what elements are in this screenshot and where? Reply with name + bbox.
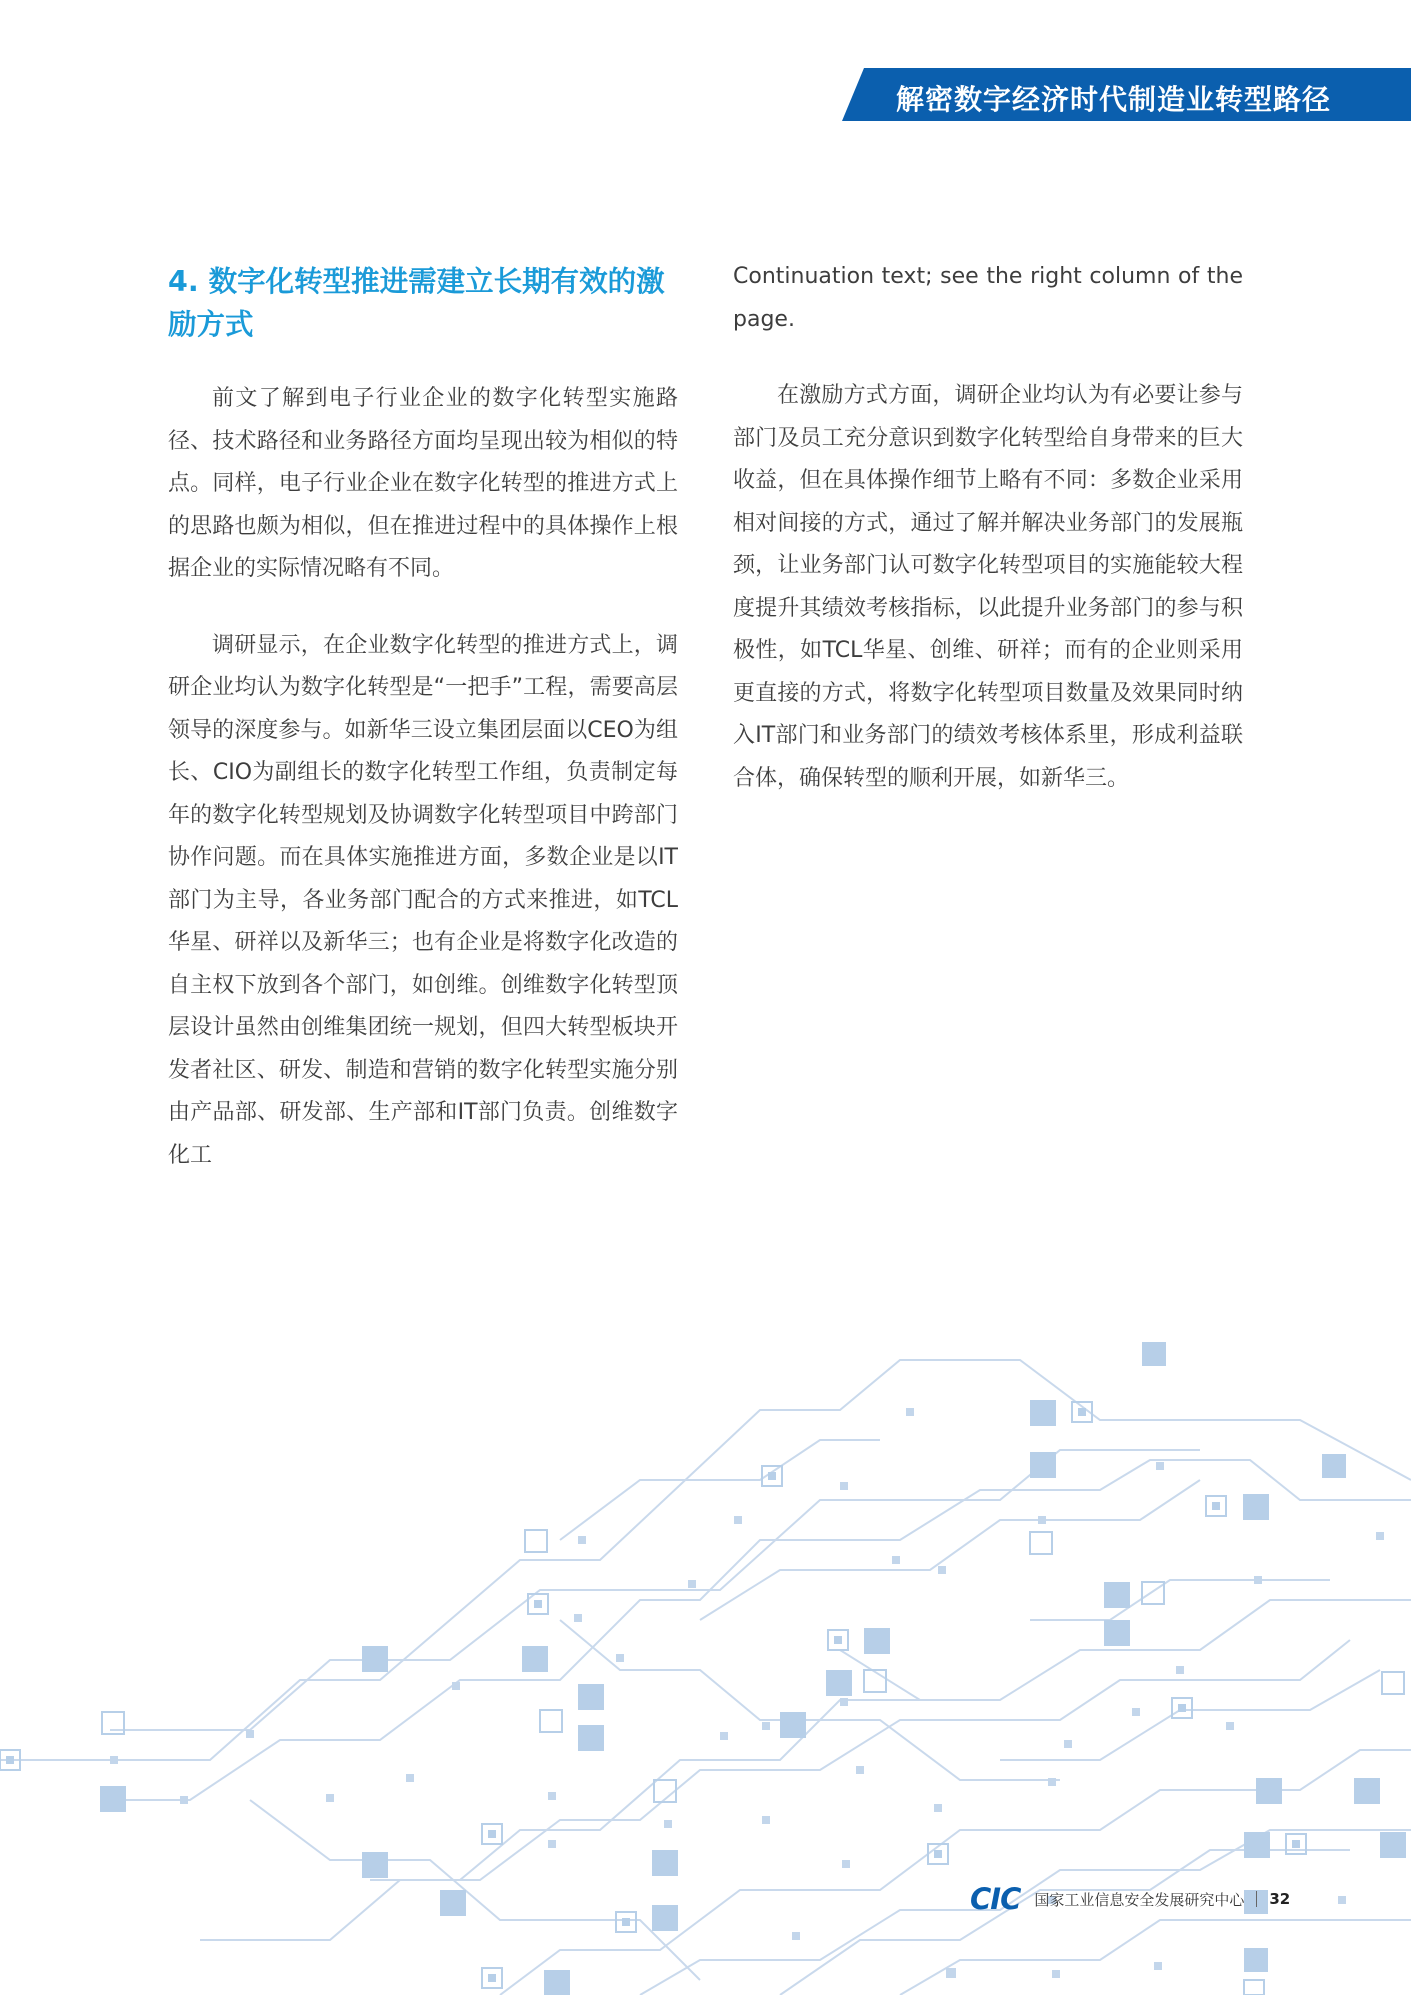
section-heading: 4. 数字化转型推进需建立长期有效的激励方式: [168, 265, 665, 341]
body-paragraph: 前文了解到电子行业企业的数字化转型实施路径、技术路径和业务路径方面均呈现出较为相似的特点。同样，电子行业企业在数字化转型的推进方式上的思路也颇为相似，但在推进过程中的具体操作上根据企业的实际情况略有不同。: [168, 386, 678, 581]
right-column: [733, 256, 1243, 834]
body-paragraph-continued: Continuation text; see the right column of the page.: [733, 264, 1243, 332]
page-number: 32: [1269, 1890, 1291, 1908]
cic-logo: CIC: [970, 1882, 1021, 1916]
body-paragraph: 在激励方式方面，调研企业均认为有必要让参与部门及员工充分意识到数字化转型给自身带来的巨大收益，但在具体操作细节上略有不同：多数企业采用相对间接的方式，通过了解并解决业务部门的发展瓶颈，让业务部门认可数字化转型项目的实施能较大程度提升其绩效考核指标，以此提升业务部门的参与积极性，如TCL华星、创维、研祥；而有的企业则采用更直接的方式，将数字化转型项目数量及效果同时纳入IT部门和业务部门的绩效考核体系里，形成利益联合体，确保转型的顺利开展，如新华三。: [733, 383, 1243, 791]
body-paragraph: 调研显示，在企业数字化转型的推进方式上，调研企业均认为数字化转型是“一把手”工程，需要高层领导的深度参与。如新华三设立集团层面以CEO为组长、CIO为副组长的数字化转型工作组，负责制定每年的数字化转型规划及协调数字化转型项目中跨部门协作问题。而在具体实施推进方面，多数企业是以IT部门为主导，各业务部门配合的方式来推进，如TCL华星、研祥以及新华三；也有企业是将数字化改造的自主权下放到各个部门，如创维。创维数字化转型顶层设计虽然由创维集团统一规划，但四大转型板块开发者社区、研发、制造和营销的数字化转型实施分别由产品部、研发部、生产部和IT部门负责。创维数字化工: [168, 632, 678, 1168]
footer-divider: [1256, 1891, 1257, 1907]
page-footer: [970, 1884, 1290, 1914]
footer-organization: 国家工业信息安全发展研究中心: [1034, 1890, 1245, 1909]
running-header-title: 解密数字经济时代制造业转型路径: [896, 83, 1332, 116]
left-column: [168, 260, 678, 1211]
